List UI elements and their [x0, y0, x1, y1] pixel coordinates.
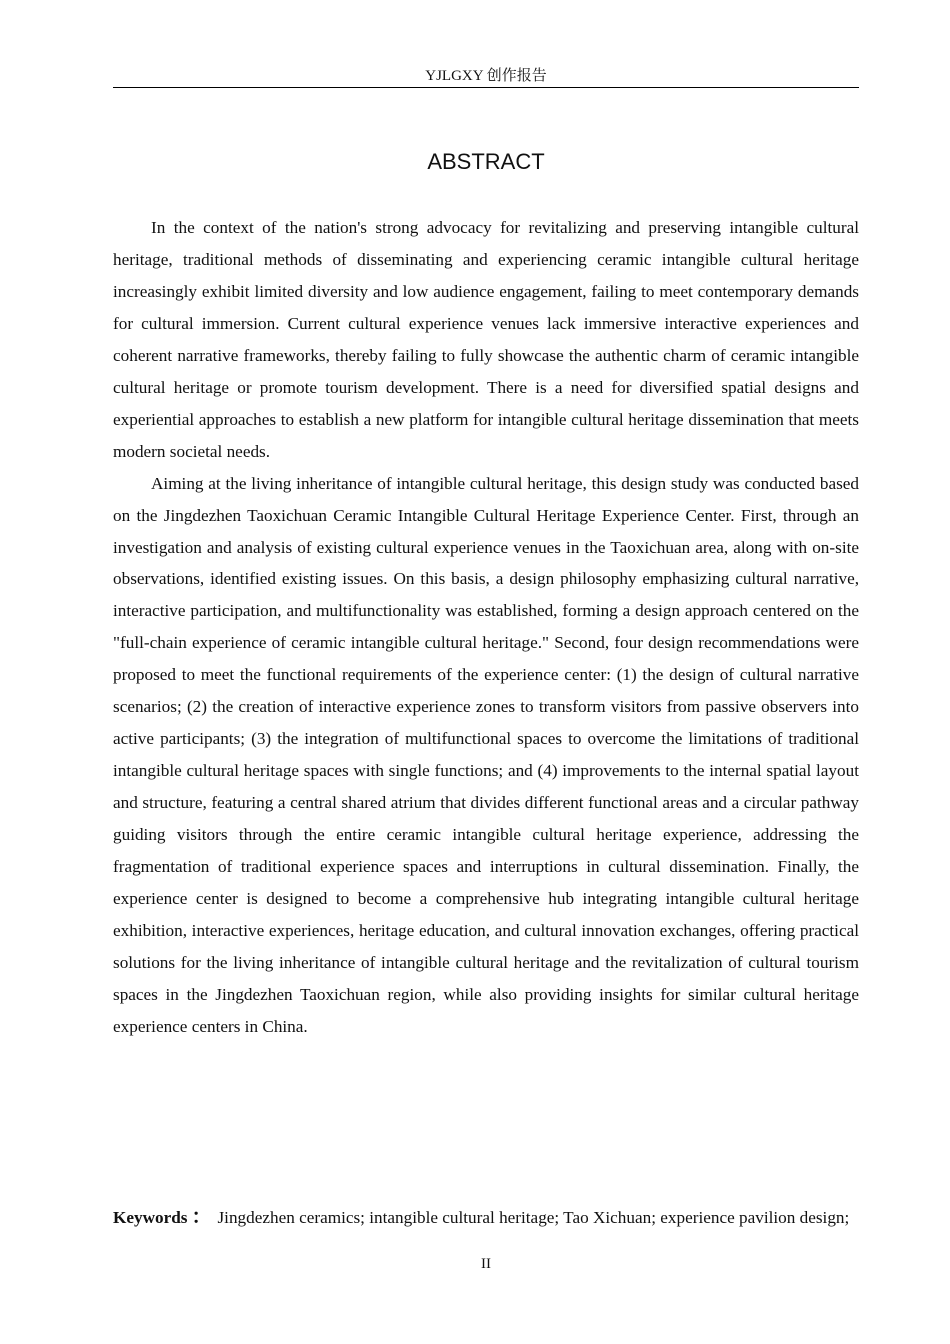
keywords-label: Keywords — [113, 1208, 188, 1227]
abstract-body — [113, 212, 859, 1043]
abstract-paragraph-2: Aiming at the living inheritance of intangible cultural heritage, this design study was conducted based on the Jingdezhen Taoxichuan Ceramic Intangible Cultural Heritage Experience Center. First, through an investigation and analysis of existing cultural experience venues in the Taoxichuan area, along with on-site observations, identified existing issues. On this basis, a design philosophy emphasizing cultural narrative, interactive participation, and multifunctionality was established, forming a design approach centered on the "full-chain experience of ceramic intangible cultural heritage." Second, four design recommendations were proposed to meet the functional requirements of the experience center: (1) the design of cultural narrative scenarios; (2) the creation of interactive experience zones to transform visitors from passive observers into active participants; (3) the integration of multifunctional spaces to overcome the limitations of traditional intangible cultural heritage spaces with single functions; and (4) improvements to the internal spatial layout and structure, featuring a central shared atrium that divides different functional areas and a circular pathway guiding visitors through the entire ceramic intangible cultural heritage experience, addressing the fragmentation of traditional experience spaces and interruptions in cultural dissemination. Finally, the experience center is designed to become a comprehensive hub integrating intangible cultural heritage exhibition, interactive experiences, heritage education, and cultural innovation exchanges, offering practical solutions for the living inheritance of intangible cultural heritage and the revitalization of cultural tourism spaces in the Jingdezhen Taoxichuan region, while also providing insights for similar cultural heritage experience centers in China. — [113, 473, 859, 1036]
running-header: YJLGXY 创作报告 — [425, 68, 547, 84]
keywords-line — [113, 1207, 859, 1228]
abstract-paragraph-1: In the context of the nation's strong advocacy for revitalizing and preserving intangible cultural heritage, traditional methods of disseminating and experiencing ceramic intangible cultural heritage increasingly exhibit limited diversity and low audience engagement, failing to meet contemporary demands for cultural immersion. Current cultural experience venues lack immersive interactive experiences and coherent narrative frameworks, thereby failing to fully showcase the authentic charm of ceramic intangible cultural heritage or promote tourism development. There is a need for diversified spatial designs and experiential approaches to establish a new platform for intangible cultural heritage dissemination that meets modern societal needs. — [113, 218, 859, 461]
abstract-title: ABSTRACT — [427, 149, 545, 174]
page-number: II — [481, 1256, 491, 1272]
keywords-colon: ： — [191, 1206, 212, 1228]
header-rule — [113, 87, 859, 88]
keywords-text: Jingdezhen ceramics; intangible cultural heritage; Tao Xichuan; experience pavilion design; — [217, 1208, 850, 1227]
